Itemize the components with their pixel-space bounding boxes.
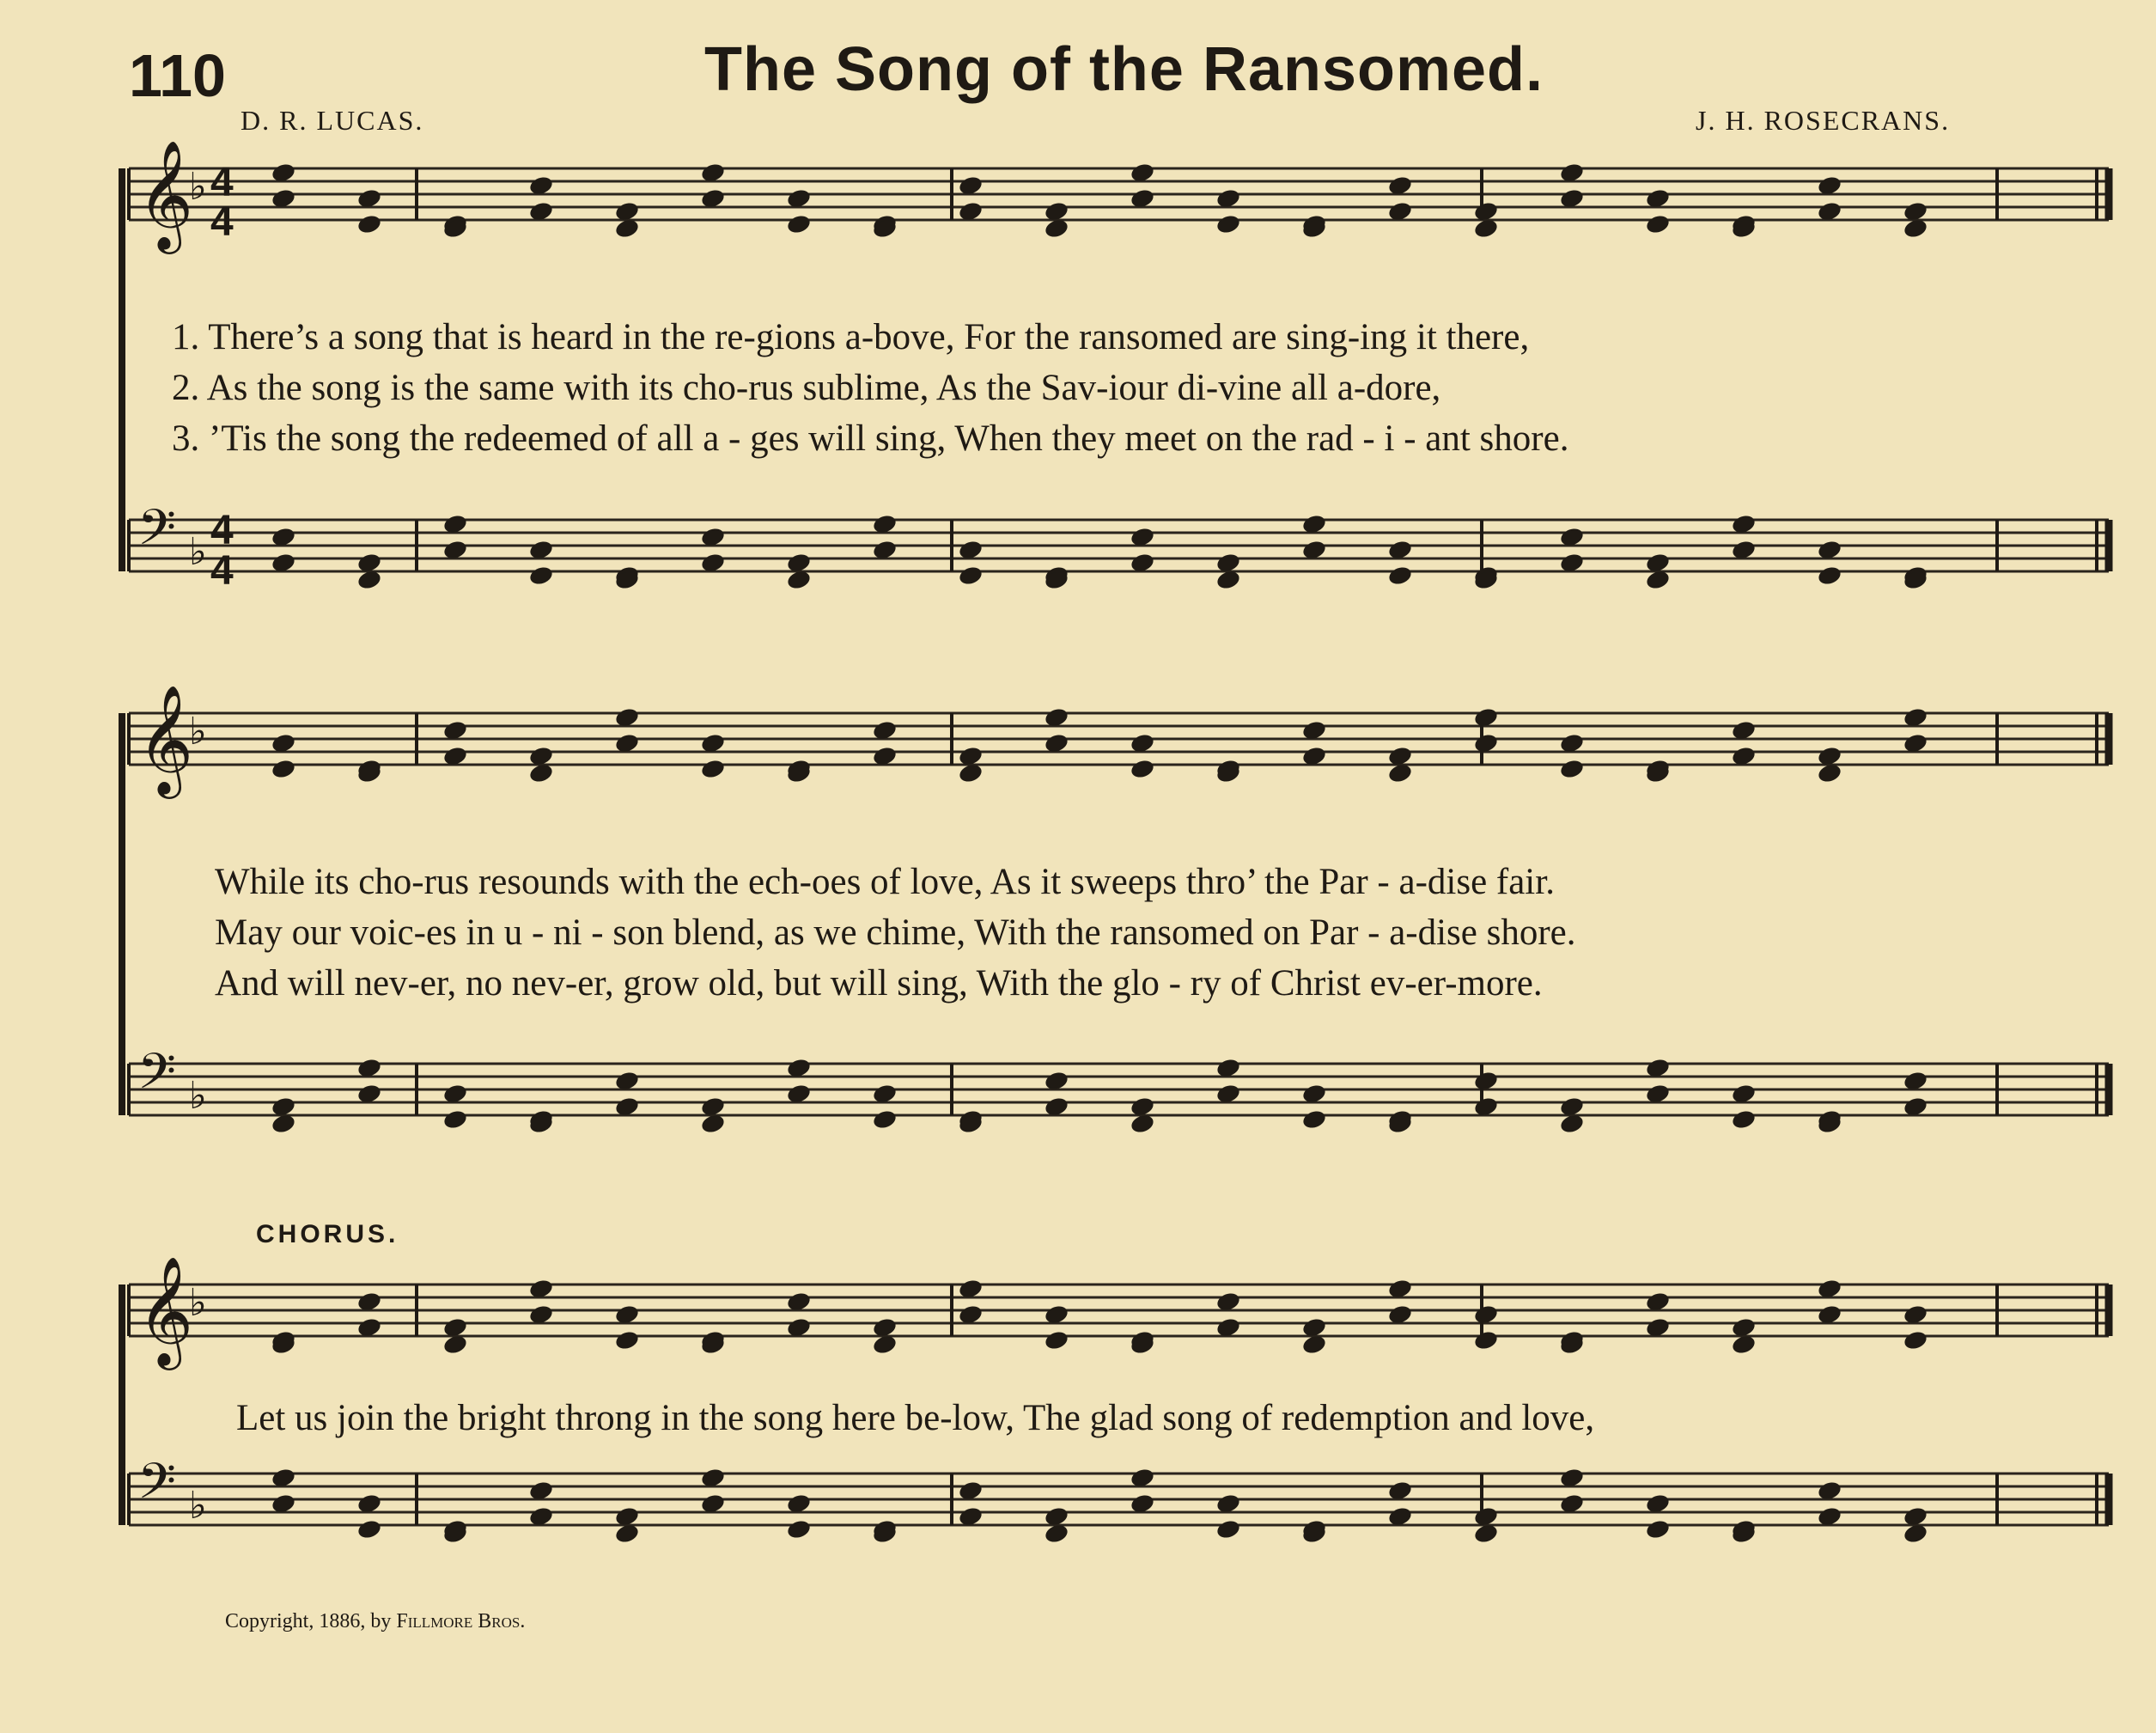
verse-2-line-1: 2. As the song is the same with its cho-rus sublime, As the Sav-iour di-vine all a-dore, (172, 368, 1441, 408)
svg-text:4: 4 (210, 199, 234, 245)
notehead (786, 213, 813, 235)
notehead (442, 1108, 469, 1131)
flat-icon: ♭ (189, 530, 207, 574)
verse-3-line-1: 3. ’Tis the song the redeemed of all a - ges will sing, When they meet on the rad - i - ant shore. (172, 418, 1569, 459)
svg-text:4: 4 (210, 508, 234, 553)
notehead (1387, 564, 1414, 587)
notehead (1903, 1329, 1929, 1352)
treble-clef-icon: 𝄞 (137, 1255, 194, 1365)
flat-icon: ♭ (189, 1074, 207, 1118)
copyright-prefix: Copyright, 1886, by (225, 1610, 397, 1632)
copyright-holder: Fillmore Bros. (396, 1610, 526, 1632)
notehead (786, 1518, 813, 1541)
notehead (872, 1108, 898, 1131)
flat-icon: ♭ (189, 165, 207, 209)
bass-clef-icon: 𝄢 (137, 1452, 177, 1522)
flat-icon: ♭ (189, 1484, 207, 1528)
page-number: 110 (129, 42, 226, 109)
verse-3-line-2: And will nev-er, no nev-er, grow old, but will sing, With the glo - ry of Christ ev-er-more. (215, 963, 1543, 1004)
hymn-title: The Song of the Ransomed. (704, 35, 1544, 104)
notehead (1130, 758, 1156, 780)
treble-clef-icon: 𝄞 (137, 139, 194, 249)
notehead (356, 213, 383, 235)
time-signature-bass (210, 508, 234, 594)
notehead (614, 1329, 641, 1352)
notehead (1645, 213, 1672, 235)
notehead (1645, 1518, 1672, 1541)
notehead (1817, 564, 1843, 587)
notehead (1215, 1518, 1242, 1541)
svg-text:4: 4 (210, 548, 234, 594)
notehead (1044, 1329, 1070, 1352)
treble-clef-icon: 𝄞 (137, 684, 194, 794)
verse-1-line-2: While its cho-rus resounds with the ech-oes of love, As it sweeps thro’ the Par - a-dise fair. (215, 862, 1555, 902)
bass-clef-icon: 𝄢 (137, 1042, 177, 1113)
notehead (1301, 1108, 1328, 1131)
flat-icon: ♭ (189, 1281, 207, 1325)
notehead (1215, 213, 1242, 235)
composer-credit: J. H. ROSECRANS. (1696, 105, 1951, 136)
notehead (1473, 1329, 1500, 1352)
svg-text:4: 4 (210, 160, 234, 205)
verse-2-line-2: May our voic-es in u - ni - son blend, as we chime, With the ransomed on Par - a-dise shore. (215, 912, 1576, 953)
time-signature-treble (210, 160, 234, 245)
notehead (700, 758, 727, 780)
verse-1-line-1: 1. There’s a song that is heard in the re-gions a-bove, For the ransomed are sing-ing it there, (172, 317, 1530, 357)
author-credit: D. R. LUCAS. (241, 105, 424, 136)
notehead (528, 564, 555, 587)
notehead (1559, 758, 1586, 780)
chorus-label: CHORUS. (256, 1220, 399, 1248)
notehead (958, 564, 984, 587)
copyright-notice (225, 1610, 525, 1633)
notehead (271, 758, 297, 780)
bass-clef-icon: 𝄢 (137, 498, 177, 569)
flat-icon: ♭ (189, 710, 207, 754)
notehead (1731, 1108, 1757, 1131)
chorus-lyric: Let us join the bright throng in the song here be-low, The glad song of redemption and love, (236, 1398, 1595, 1438)
notehead (356, 1518, 383, 1541)
